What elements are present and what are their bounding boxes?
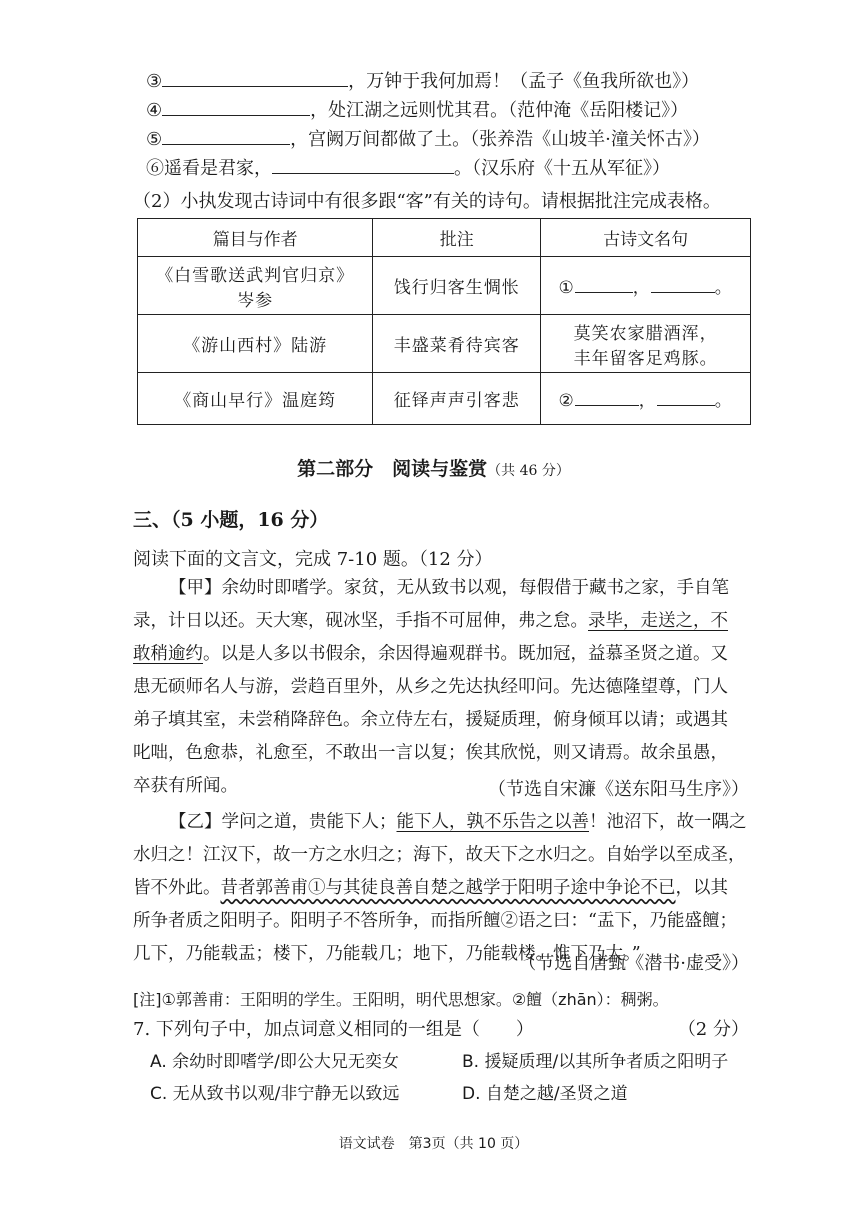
underlined-sentence: 录毕，走送之，不: [588, 611, 728, 631]
answer-num: ②: [558, 391, 575, 411]
blank-line-6: [146, 155, 670, 181]
annotation-note: [注]①郭善甫：王阳明的学生。王阳明，明代思想家。②饘（zhān）：稠粥。: [133, 990, 669, 1009]
poem-line: 莫笑农家腊酒浑，: [573, 323, 718, 344]
answer-sep: ，: [638, 391, 657, 411]
section-heading: 三、（5 小题，16 分）: [133, 509, 329, 531]
item-num: ④: [146, 100, 163, 121]
question-2-intro: （2）小执发现古诗词中有很多跟“客”有关的诗句。请根据批注完成表格。: [133, 191, 721, 212]
passage-line: 弟子填其室，未尝稍降辞色。余立侍左右，援疑质理，俯身倾耳以请；或遇其: [133, 710, 728, 730]
line-after: 。（汉乐府《十五从军征》）: [454, 158, 670, 179]
answer-end: 。: [714, 391, 733, 411]
table-cell: [138, 257, 373, 315]
passage-line: 水归之！江汉下，故一方之水归之；海下，故天下之水归之。自始学以至成圣，: [133, 845, 746, 865]
answer-blank[interactable]: [575, 389, 639, 406]
answer-blank[interactable]: [575, 276, 633, 293]
passage-line: 皆不外此。: [133, 878, 221, 898]
line-text: ，处江湖之远则忧其君。（范仲淹《岳阳楼记》）: [310, 100, 689, 121]
question-7-stem: 7. 下列句子中，加点词意义相同的一组是（ ）: [133, 1019, 534, 1040]
passage-line: ，以其: [675, 878, 728, 898]
passage-jia: [133, 572, 753, 803]
answer-blank[interactable]: [657, 389, 715, 406]
part-title: 第二部分 阅读与鉴赏: [297, 458, 488, 480]
table-cell: [541, 257, 751, 315]
option-d[interactable]: D. 自楚之越/圣贤之道: [462, 1084, 628, 1104]
passage-line: ！池沼下，故一隅之: [589, 812, 747, 832]
reading-intro: 阅读下面的文言文，完成 7-10 题。（12 分）: [133, 549, 493, 570]
passage-line: 。以是人多以书假余，余因得遍观群书。既加冠，益慕圣贤之道。又: [203, 644, 728, 664]
question-7-score: （2 分）: [677, 1019, 749, 1040]
table-cell: 《商山早行》温庭筠: [138, 373, 373, 425]
table-header-row: [138, 219, 751, 257]
item-num: ⑤: [146, 129, 163, 150]
blank-line-5: [146, 126, 710, 152]
answer-blank[interactable]: [651, 276, 715, 293]
answer-blank[interactable]: [162, 68, 348, 87]
passage-source: （节选自宋濂《送东阳马生序》）: [488, 779, 749, 800]
table-header: 古诗文名句: [541, 219, 751, 257]
blank-line-4: [146, 97, 688, 123]
passage-line: 叱咄，色愈恭，礼愈至，不敢出一言以复；俟其欣悦，则又请焉。故余虽愚，: [133, 743, 728, 763]
passage-line: 卒获有所闻。: [133, 776, 238, 796]
passage-line: 几下，乃能载盂；楼下，乃能载几；地下，乃能载楼。惟下乃大。”: [133, 944, 641, 964]
option-a[interactable]: A. 余幼时即嗜学/即公大兄无奕女: [150, 1052, 399, 1072]
passage-line: 录，计日以还。天大寒，砚冰坚，手指不可屈伸，弗之怠。: [133, 611, 588, 631]
passage-line: 患无硕师名人与游，尝趋百里外，从乡之先达执经叩问。先达德隆望尊，门人: [133, 677, 728, 697]
page-footer: 语文试卷 第3页（共 10 页）: [338, 1136, 529, 1152]
part-heading: [0, 454, 867, 481]
table-cell: 《游山西村》陆游: [138, 315, 373, 373]
poem-line: 丰年留客足鸡豚。: [573, 348, 718, 369]
passage-line: 所争者质之阳明子。阳明子不答所争，而指所饘②语之曰：“盂下，乃能盛饘；: [133, 911, 737, 931]
table-cell: 征铎声声引客悲: [373, 373, 541, 425]
table-header: 篇目与作者: [138, 219, 373, 257]
answer-num: ①: [558, 278, 575, 298]
item-num: ③: [146, 71, 163, 92]
table-row: [138, 257, 751, 315]
table-cell: [541, 315, 751, 373]
line-text: ，宫阙万间都做了土。（张养浩《山坡羊·潼关怀古》）: [290, 129, 710, 150]
passage-source: （节选自唐甄《潜书·虚受》）: [518, 953, 749, 974]
part-score: （共 46 分）: [487, 463, 570, 479]
underlined-sentence: 能下人，孰不乐告之以善: [396, 812, 589, 832]
answer-blank[interactable]: [272, 155, 454, 174]
line-text: ，万钟于我何加焉！（孟子《鱼我所欲也》）: [348, 71, 700, 92]
poem-author: 岑参: [237, 290, 274, 311]
answer-end: 。: [714, 278, 733, 298]
answer-sep: ，: [632, 278, 651, 298]
passage-line: 【甲】余幼时即嗜学。家贫，无从致书以观，每假借于藏书之家，手自笔: [169, 578, 729, 598]
table-cell: 饯行归客生惆怅: [373, 257, 541, 315]
option-b[interactable]: B. 援疑质理/以其所争者质之阳明子: [462, 1052, 729, 1072]
wavy-underlined-sentence: 昔者郭善甫①与其徒良善自楚之越学于阳明子途中争论不已: [220, 878, 676, 898]
underlined-sentence: 敢稍逾约: [133, 644, 203, 664]
item-num: ⑥: [146, 158, 164, 179]
answer-blank[interactable]: [162, 126, 290, 145]
answer-blank[interactable]: [162, 97, 310, 116]
table-cell: [541, 373, 751, 425]
poem-table: [137, 218, 751, 425]
option-c[interactable]: C. 无从致书以观/非宁静无以致远: [150, 1084, 400, 1104]
passage-yi: [133, 806, 753, 971]
table-row: [138, 315, 751, 373]
blank-line-3: [146, 68, 699, 94]
passage-line: 【乙】学问之道，贵能下人；: [169, 812, 397, 832]
table-cell: 丰盛菜肴待宾客: [373, 315, 541, 373]
line-before: 遥看是君家，: [164, 158, 272, 179]
table-row: [138, 373, 751, 425]
table-header: 批注: [373, 219, 541, 257]
poem-title: 《白雪歌送武判官归京》: [156, 265, 355, 286]
